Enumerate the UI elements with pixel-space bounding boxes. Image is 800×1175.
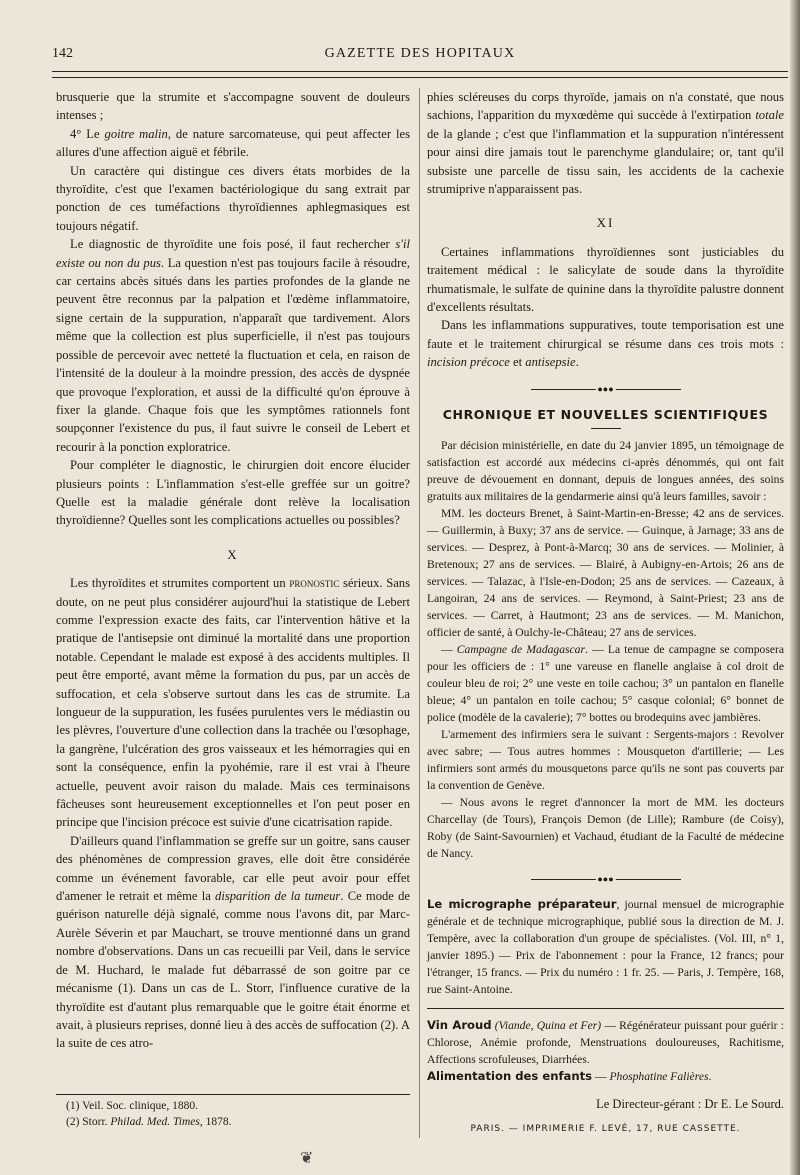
paragraph: Par décision ministérielle, en date du 24 janvier 1895, un témoignage de satisfaction est accordé aux médecins ci-après dénommés, qui ont fait preuve de dévouement en donnant, depuis de longues années, des soins gratuits aux militaires de la gendarmerie ainsi qu'à leurs familles, savoir : xyxy=(427,439,784,504)
paragraph: Le diagnostic de thyroïdite une fois posé, il faut rechercher s'il existe ou non du pus. La question n'est pas toujours facile à résoudre, car certains abcès situés dans les parties profondes de la glande ne peuvent être reconnus par la palpation et l'œdème inflammatoire, signe certain de la suppuration, n'apparaît que tardivement. Alors même que la collection est plus superficielle, il n'est pas toujours possible de percevoir avec netteté la fluctuation et cela, en raison de l'intensité de la douleur à la moindre pression, des accès de dyspnée que provoque l'exploration, et aussi de la difficulté qu'on éprouve à fixer la glande. Chaque fois que les symptômes rationnels font soupçonner l'existence du pus, il faut suivre le conseil de Lebert et recourir à la ponction exploratrice. xyxy=(56,237,410,454)
paragraph: — Nous avons le regret d'annoncer la mort de MM. les docteurs Charcellay (de Tours), François Demon (de Lille); Rambure (de Coisy), Roby (de Saint-Savournien) et Vachaud, étudiant de la Faculté de médecine de Nancy. xyxy=(427,796,784,861)
advert-alimentation: Alimentation des enfants — Phosphatine Falières. xyxy=(427,1069,712,1084)
heading-rule xyxy=(591,428,621,429)
advert-micrographe: Le micrographe préparateur, journal mensuel de micrographie générale et de technique micrographique, publié sous la direction de M. J. Tempère, avec la collaboration d'un groupe de spécialistes. (Vol. III, n° 1, janvier 1895.) — Prix de l'abonnement : pour la France, 12 francs; pour l'étranger, 15 francs. — Prix du numéro : 1 fr. 25. — Paris, J. Tempère, 168, rue Saint-Antoine. xyxy=(427,897,784,997)
paragraph: Un caractère qui distingue ces divers états morbides de la thyroïdite, c'est que l'examen bactériologique du sang extrait par ponction de ces tuméfactions thyroïdiennes aphlegmasiques est toujours négatif. xyxy=(56,163,410,233)
printer-imprint: PARIS. — IMPRIMERIE F. LEVÉ, 17, RUE CASSETTE. xyxy=(470,1123,741,1134)
paragraph: MM. les docteurs Brenet, à Saint-Martin-en-Bresse; 42 ans de services. — Guillermin, à Buxy; 37 ans de service. — Guinque, à Jarnage; 33 ans de services. — Desprez, à Pont-à-Marcq; 30 ans de services. — Molinier, à Bretenoux; 27 ans de services. — Blairé, à Aubigny-en-Artois; 26 ans de services. — Talazac, à l'Isle-en-Dodon; 25 ans de services. — Cazeaux, à Langoiran, 24 ans de services. — Reymond, à Saint-Priest; 23 ans de services. — Carret, à Hautmont; 23 ans de services. — M. Manichon, officier de santé, à Oulchy-le-Château; 27 ans de services. xyxy=(427,507,784,640)
paragraph: 4° Le goitre malin, de nature sarcomateuse, qui peut affecter les allures d'une affection aiguë et fébrile. xyxy=(56,126,410,160)
chronicle-body xyxy=(427,437,784,862)
footnote-rule xyxy=(56,1094,410,1095)
advert-rule xyxy=(427,1008,784,1009)
ornament-rule: ●●● xyxy=(531,384,681,394)
paragraph: Pour compléter le diagnostic, le chirurgien doit encore élucider plusieurs points : L'inflammation s'est-elle greffée sur un goitre? Quelle est la maladie générale dont relève la localisation thyroïdienne? Quelles sont les complications actuelles ou possibles? xyxy=(56,458,410,528)
paragraph: L'armement des infirmiers sera le suivant : Sergents-majors : Revolver avec sabre; — Tous autres hommes : Mousqueton d'artillerie; — Les infirmiers sont armés du mousquetons parce qu'ils ne sont pas couverts par la convention de Genève. xyxy=(427,728,784,793)
footnote-1: (1) Veil. Soc. clinique, 1880. xyxy=(66,1100,199,1112)
section-number-x: X xyxy=(227,546,239,562)
right-column xyxy=(427,88,784,1138)
advert-vin-aroud: Vin Aroud (Viande, Quina et Fer) — Régénérateur puissant pour guérir : Chlorose, Anémie profonde, Menstruations douloureuses, Rachitisme, Affections scrofuleuses, Diarrhées. xyxy=(427,1018,784,1067)
footnotes xyxy=(66,1098,406,1130)
page-number: 142 xyxy=(52,46,73,61)
paragraph: phies scléreuses du corps thyroïde, jamais on n'a constaté, que nous sachions, l'apparition du myxœdème qui succède à l'extirpation totale de la glande ; c'est que l'inflammation et la suppuration n'intéressent pour ainsi dire jamais tout le parenchyme glandulaire; or, tant qu'il subsiste une parcelle de tissu sain, les accidents de la cachexie strumiprive n'apparaissent pas. xyxy=(427,90,784,197)
director-signature: Le Directeur-gérant : Dr E. Le Sourd. xyxy=(596,1097,784,1112)
left-column xyxy=(56,88,410,1053)
section-heading: CHRONIQUE ET NOUVELLES SCIENTIFIQUES xyxy=(442,406,769,422)
header-rule xyxy=(52,71,788,72)
header-rule-thin xyxy=(52,77,788,78)
paragraph: D'ailleurs quand l'inflammation se greffe sur un goitre, sans causer des phénomènes de compression graves, elle doit être considérée comme un événement favorable, car elle peut avoir pour effet d'amener le retrait et même la disparition de la tumeur. Ce mode de guérison naturelle déjà signalé, comme nous l'avons dit, par Marc-Aurèle Séverin et par Mauchart, se trouve mentionné dans un grand nombre d'observations. Dans un cas recueilli par Veil, dans le service de M. Huchard, le malade fut débarrassé de son goitre par ce mécanisme (1). Dans un cas de L. Storr, l'influence curative de la thyroïdite est d'autant plus remarquable que le goitre était énorme et avait, à plusieurs reprises, donné lieu à des accès de suffocation (2). A la suite de ces atro- xyxy=(56,833,410,1051)
vignette-ornament: ❦ xyxy=(300,1150,314,1167)
ornament-rule: ●●● xyxy=(531,874,681,884)
paragraph: brusquerie que la strumite et s'accompagne souvent de douleurs intenses ; xyxy=(56,90,410,123)
paragraph: — Campagne de Madagascar. — La tenue de campagne se composera pour les officiers de : 1° une vareuse en flanelle anglaise à col droit de couleur bleu de roi; 2° une veste en toile cachou; 3° un pantalon en flanelle bleue; 4° un pantalon en toile cachou; 5° casque colonial; 6° bonnet de police (modèle de la cavalerie); 7° bottes ou brodequins avec jambières. xyxy=(427,643,784,725)
footnote-2: (2) Storr. Philad. Med. Times, 1878. xyxy=(66,1116,232,1128)
page-edge-shadow xyxy=(790,0,800,1175)
paragraph: Certaines inflammations thyroïdiennes sont justiciables du traitement médical : le salicylate de soude dans la thyroïdite rhumatismale, le sulfate de quinine dans la thyroïdite palustre donnent d'excellents résultats. xyxy=(427,244,784,315)
column-divider xyxy=(419,88,420,1138)
paragraph: Les thyroïdites et strumites comportent un pronostic sérieux. Sans doute, on ne peut plus considérer aujourd'hui la statistique de Lebert comme l'expression exacte des faits, car l'intervention hâtive et la pratique de l'antisepsie ont diminué la mortalité dans une proportion notable. Cependant le malade est exposé à des accidents multiples. Il peut être emporté, avant même la formation du pus, par un accès de suffocation, et cela s'observe surtout dans les cas de strumite. La longueur de la suppuration, les fusées purulentes vers le médiastin ou les plèvres, l'ouverture d'une collection dans la trachée ou l'œsophage, la gangrène, l'ulcération des gros vaisseaux et les hémorragies qui en sont la conséquence, enfin la pyohémie, rare il est vrai à l'heure actuelle, peuvent avoir raison du malade. Mais ces terminaisons fâcheuses sont heureusement exceptionnelles et l'on peut poser en principe que l'incision précoce est suivie d'une cicatrisation rapide. xyxy=(56,576,411,830)
section-number-xi: XI xyxy=(596,215,615,231)
page-header xyxy=(52,46,788,68)
paragraph: Dans les inflammations suppuratives, toute temporisation est une faute et le traitement chirurgical se résume dans ces trois mots : incision précoce et antisepsie. xyxy=(427,318,784,370)
journal-title: GAZETTE DES HOPITAUX xyxy=(324,46,516,61)
